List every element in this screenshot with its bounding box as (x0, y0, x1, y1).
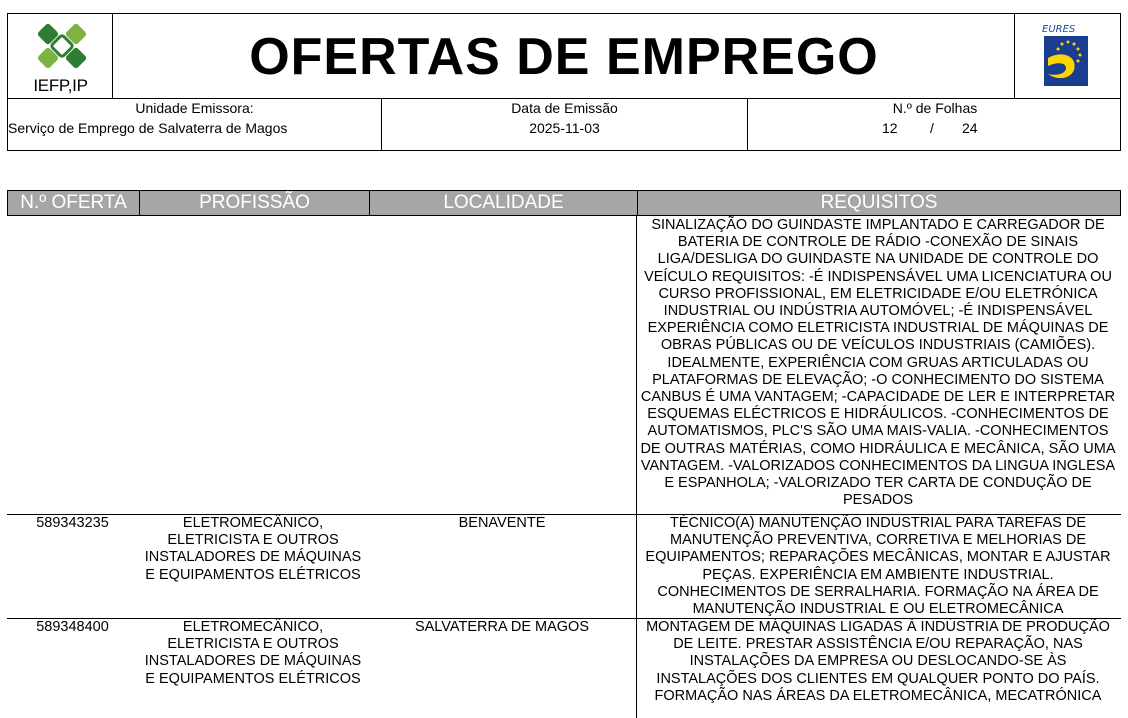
offer-location: SALVATERRA DE MAGOS (414, 619, 590, 635)
eures-logo (1014, 14, 1120, 98)
sheet-count-label: N.º de Folhas (892, 100, 978, 116)
issuing-unit-label: Unidade Emissora: (135, 100, 254, 116)
issue-date-label: Data de Emissão (511, 100, 618, 116)
offer-number: 589343235 (36, 515, 109, 531)
sheet-count-cell (748, 99, 1122, 151)
column-header-profissao: PROFISSÃO (139, 191, 369, 215)
column-header-requisitos: REQUISITOS (637, 191, 1120, 215)
offer-requirements: SINALIZAÇÃO DO GUINDASTE IMPLANTADO E CARREGADOR DE BATERIA DE CONTROLE DE RÁDIO -CONEXÃO DE SINAIS LIGA/DESLIGA DO GUINDASTE NA UNIDADE DE CONTROLE DO VEÍCULO REQUISITOS: -É INDISPENSÁVEL UMA LICENCIATURA OU CURSO PROFISSIONAL, EM ELETRICIDADE E/OU ELETRÓNICA INDUSTRIAL OU INDÚSTRIA AUTOMÓVEL; -É INDISPENSÁVEL EXPERIÊNCIA COMO ELETRICISTA INDUSTRIAL DE MÁQUINAS DE OBRAS PÚBLICAS OU DE VEÍCULOS INDUSTRIAIS (CAMIÕES). IDEALMENTE, EXPERIÊNCIA COM GRUAS ARTICULADAS OU PLATAFORMAS DE ELEVAÇÃO; -O CONHECIMENTO DO SISTEMA CANBUS É UMA VANTAGEM; -CAPACIDADE DE LER E INTERPRETAR ESQUEMAS ELÉCTRICOS E HIDRÁULICOS. -CONHECIMENTOS DE AUTOMATISMOS, PLC'S SÃO UMA MAIS-VALIA. -CONHECIMENTOS DE OUTRAS MATÉRIAS, COMO HIDRÁULICA E MECÂNICA, SÃO UMA VANTAGEM. -VALORIZADOS CONHECIMENTOS DA LINGUA INGLESA E ESPANHOLA; -VALORIZADO TER CARTA DE CONDUÇÃO DE PESADOS (640, 217, 1116, 509)
header-title-band (8, 14, 1120, 99)
issuing-unit-cell (8, 99, 382, 151)
table-row (7, 618, 1121, 718)
offer-profession: ELETROMECÂNICO, ELETRICISTA E OUTROS INSTALADORES DE MÁQUINAS E EQUIPAMENTOS ELÉTRICOS (144, 515, 362, 583)
table-row (7, 216, 1121, 514)
table-header (7, 190, 1121, 216)
issue-date-value: 2025-11-03 (529, 120, 600, 136)
table-row (7, 514, 1121, 618)
sheet-separator: / (930, 120, 934, 136)
header-info-band (8, 99, 1120, 151)
offer-requirements: MONTAGEM DE MÁQUINAS LIGADAS À INDÚSTRIA DE PRODUÇÃO DE LEITE. PRESTAR ASSISTÊNCIA E/OU REPARAÇÃO, NAS INSTALAÇÕES DA EMPRESA OU DESLOCANDO-SE ÀS INSTALAÇÕES DOS CLIENTES EM QUALQUER PONTO DO PAÍS. FORMAÇÃO NAS ÁREAS DA ELETROMECÂNICA, MECATRÓNICA (646, 619, 1110, 704)
iefp-logo (8, 14, 113, 98)
sheet-total: 24 (962, 120, 978, 136)
column-header-localidade: LOCALIDADE (369, 191, 637, 215)
eures-emblem-icon (1038, 22, 1094, 90)
iefp-emblem-icon (34, 20, 90, 72)
offer-profession: ELETROMECÂNICO, ELETRICISTA E OUTROS INSTALADORES DE MÁQUINAS E EQUIPAMENTOS ELÉTRICOS (144, 619, 362, 687)
issue-date-cell (382, 99, 748, 151)
column-header-numero: N.º OFERTA (20, 192, 127, 213)
iefp-logo-text: IEFP,IP (33, 76, 88, 95)
offer-number: 589348400 (36, 619, 109, 635)
sheet-current: 12 (882, 120, 898, 136)
offer-requirements: TÉCNICO(A) MANUTENÇÃO INDUSTRIAL PARA TAREFAS DE MANUTENÇÃO PREVENTIVA, CORRETIVA E MELHORIAS DE EQUIPAMENTOS; REPARAÇÕES MECÂNICAS, MONTAR E AJUSTAR PEÇAS. EXPERIÊNCIA EM AMBIENTE INDUSTRIAL. CONHECIMENTOS DE SERRALHARIA. FORMAÇÃO NA ÁREA DE MANUTENÇÃO INDUSTRIAL E OU ELETROMECÂNICA (645, 515, 1111, 618)
eures-logo-text: EURES (1042, 24, 1076, 35)
page-title: OFERTAS DE EMPREGO (249, 28, 879, 86)
document-header (7, 13, 1121, 151)
table-body (7, 216, 1121, 718)
issuing-unit-value: Serviço de Emprego de Salvaterra de Magos (8, 120, 288, 136)
offer-location: BENAVENTE (458, 515, 546, 531)
